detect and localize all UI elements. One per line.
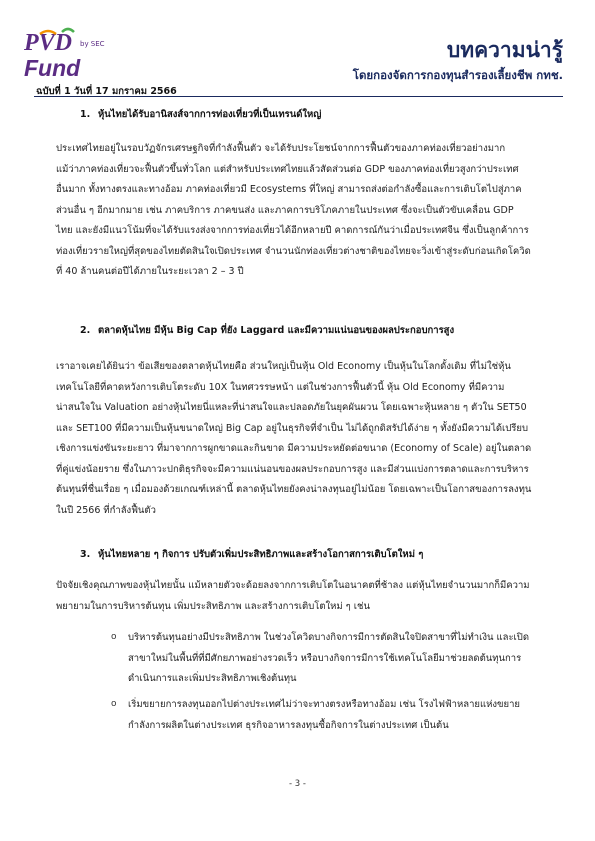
section-1-paragraph (56, 139, 542, 283)
paragraph-line: ส่วนอื่น ๆ อีกมากมาย เช่น ภาคบริการ ภาคขนส่ง และภาคการบริโภคภายในประเทศ ซึ่งจะเป็นตัวขับเคลื่อน GDP (56, 204, 514, 216)
paragraph-line: เราอาจเคยได้ยินว่า ข้อเสียของตลาดหุ้นไทยคือ ส่วนใหญ่เป็นหุ้น Old Economy เป็นหุ้นในโลกดั้งเดิม ที่ไม่ใช่หุ้น (56, 361, 511, 372)
paragraph-line: แม้ว่าภาคท่องเที่ยวจะฟื้นตัวขึ้นทั่วโลก แต่สำหรับประเทศไทยแล้วสัดส่วนต่อ GDP ของภาคท่องเที่ยวสูงกว่าประเทศ (56, 163, 519, 175)
page-number: - 3 - (289, 779, 306, 789)
section-1-number: 1. (80, 109, 91, 120)
logo-text: Fund (24, 55, 81, 81)
paragraph-line: ประเทศไทยอยู่ในรอบวัฏจักรเศรษฐกิจที่กำลังฟื้นตัว จะได้รับประโยชน์จากการฟื้นตัวของภาคท่องเที่ยวอย่างมาก (56, 143, 506, 154)
issue-date: ฉบับที่ 1 วันที่ 17 มกราคม 2566 (36, 86, 177, 97)
paragraph-line: ต้นทุนที่ชื่นเรื่อย ๆ เมื่อมองด้วยเกณฑ์เหล่านี้ ตลาดหุ้นไทยยังคงน่าลงทุนอยู่ไม่น้อย โดยเฉพาะเป็นโอกาสของการลงทุน (56, 484, 532, 495)
logo-tag: by SEC (80, 40, 105, 48)
paragraph-line: ไทย และยังมีแนวโน้มที่จะได้รับแรงส่งจากการท่องเที่ยวได้อีกหลายปี คาดการณ์กันว่าเมื่อประเทศจีน ซึ่งเป็นลูกค้าการ (56, 225, 529, 236)
bullet-marker: o (111, 632, 117, 642)
logo-letters: PVD (24, 30, 72, 56)
bullet-line: เริ่มขยายการลงทุนออกไปต่างประเทศไม่ว่าจะทางตรงหรือทางอ้อม เช่น โรงไฟฟ้าหลายแห่งขยาย (128, 699, 520, 710)
pvd-fund-logo-graphic (22, 26, 132, 84)
paragraph-line: ในปี 2566 ที่กำลังฟื้นตัว (56, 504, 156, 516)
section-3-paragraph (56, 576, 542, 617)
paragraph-line: น่าสนใจใน Valuation อย่างหุ้นไทยนี่แหละที่น่าสนใจและปลอดภัยในยุคผันผวน โดยเฉพาะหุ้นหลาย ๆ ตัวใน SET50 (56, 402, 527, 413)
section-1-title: หุ้นไทยได้รับอานิสงส์จากการท่องเที่ยวที่เป็นเทรนด์ใหญ่ (98, 109, 322, 120)
paragraph-line: พยายามในการบริหารต้นทุน เพิ่มประสิทธิภาพ และสร้างการเติบโตใหม่ ๆ เช่น (56, 600, 370, 612)
section-2-title: ตลาดหุ้นไทย มีหุ้น Big Cap ที่ยัง Laggard และมีความแน่นอนของผลประกอบการสูง (98, 325, 455, 336)
bullet-line: สาขาใหม่ในพื้นที่ที่มีศักยภาพอย่างรวดเร็ว หรือบางกิจการมีการใช้เทคโนโลยีมาช่วยลดต้นทุนการ (128, 652, 522, 664)
paragraph-line: และ SET100 ที่มีความเป็นหุ้นขนาดใหญ่ Big Cap อยู่ในธุรกิจที่จำเป็น ไม่ได้ถูกดิสรัปได้ง่าย ๆ ทั้งยังมีความได้เปรียบ (56, 422, 528, 434)
bullet-item (128, 695, 548, 736)
paragraph-line: ที่ 40 ล้านคนต่อปีได้ภายในระยะเวลา 2 – 3 ปี (56, 266, 244, 277)
section-2-heading (80, 323, 454, 338)
pvd-fund-logo (22, 26, 132, 84)
bullet-line: ดำเนินการและเพิ่มประสิทธิภาพเชิงต้นทุน (128, 673, 297, 684)
paragraph-line: เทคโนโลยีที่คาดหวังการเติบโตระดับ 10X ในทศวรรษหน้า แต่ในช่วงการฟื้นตัวนี้ หุ้น Old Economy ที่มีความ (56, 381, 505, 393)
paragraph-line: เชิงการแข่งขันระยะยาว ที่มาจากการผูกขาดและกินขาด มีความประหยัดต่อขนาด (Economy of Scale) อยู่ในตลาด (56, 443, 532, 454)
section-3-heading (80, 547, 423, 562)
section-3-title: หุ้นไทยหลาย ๆ กิจการ ปรับตัวเพิ่มประสิทธิภาพและสร้างโอกาสการเติบโตใหม่ ๆ (98, 549, 424, 560)
paragraph-line: ที่คู่แข่งน้อยราย ซึ่งในภาวะปกติธุรกิจจะมีความแน่นอนของผลประกอบการสูง และมีส่วนแบ่งการตลาดและการบริหาร (56, 463, 529, 475)
page-subtitle: โดยกองจัดการกองทุนสำรองเลี้ยงชีพ กทช. (352, 68, 563, 82)
header-divider (34, 96, 563, 97)
paragraph-line: ปัจจัยเชิงคุณภาพของหุ้นไทยนั้น แม้หลายตัวจะด้อยลงจากการเติบโตในอนาคตที่ช้าลง แต่หุ้นไทยจำนวนมากก็มีความ (56, 580, 530, 591)
paragraph-line: ท่องเที่ยวรายใหญ่ที่สุดของไทยตัดสินใจเปิดประเทศ จำนวนนักท่องเที่ยวต่างชาติของไทยจะวิ่งเข้าสู่ระดับก่อนเกิดโควิด (56, 245, 531, 257)
section-3-number: 3. (80, 549, 91, 560)
section-2-paragraph (56, 357, 542, 521)
bullet-line: กำลังการผลิตในต่างประเทศ ธุรกิจอาหารลงทุนซื้อกิจการในต่างประเทศ เป็นต้น (128, 719, 449, 731)
bullet-line: บริหารต้นทุนอย่างมีประสิทธิภาพ ในช่วงโควิดบางกิจการมีการตัดสินใจปิดสาขาที่ไม่ทำเงิน และเปิด (128, 632, 529, 643)
bullet-item (128, 628, 548, 690)
page-title: บทความน่ารู้ (446, 38, 563, 62)
paragraph-line: อื่นมาก ทั้งทางตรงและทางอ้อม ภาคท่องเที่ยวมี Ecosystems ที่ใหญ่ สามารถส่งต่อกำลังซื้อและการเติบโตไปสู่ภาค (56, 184, 522, 195)
section-2-number: 2. (80, 325, 91, 336)
bullet-marker: o (111, 699, 117, 709)
section-1-heading (80, 107, 321, 122)
